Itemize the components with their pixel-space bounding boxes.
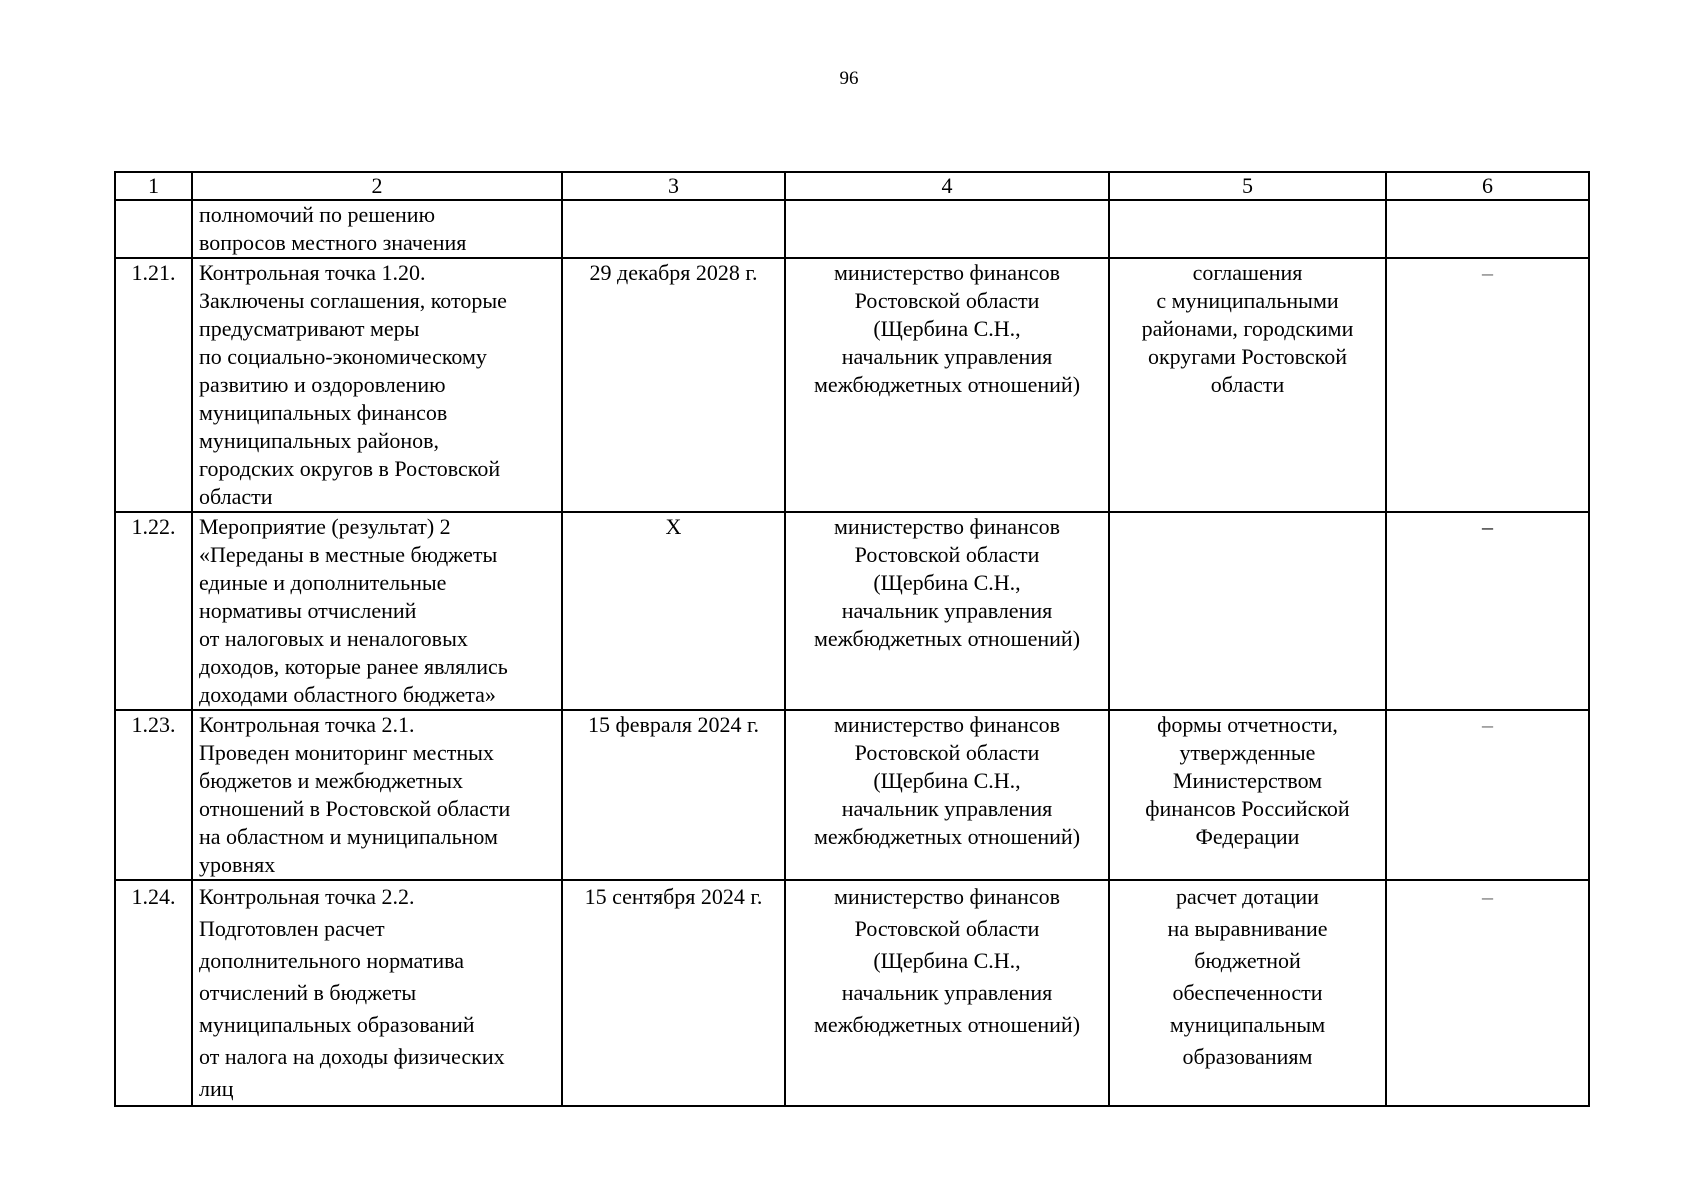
document-line: Федерации [1195, 824, 1300, 849]
responsible-line: министерство финансов [834, 712, 1060, 737]
row-note: – [1386, 258, 1589, 512]
row-name [192, 880, 562, 1106]
row-document [1109, 512, 1386, 710]
name-line: области [199, 484, 273, 509]
name-line: муниципальных финансов [199, 400, 448, 425]
name-line: по социально-экономическому [199, 344, 487, 369]
row-number: 1.23. [115, 710, 192, 880]
name-line: бюджетов и межбюджетных [199, 768, 464, 793]
responsible-line: Ростовской области [854, 916, 1040, 941]
document-line: соглашения [1192, 260, 1303, 285]
name-line: предусматривают меры [199, 316, 420, 341]
document-line: формы отчетности, [1157, 712, 1338, 737]
table-header-row [115, 172, 1589, 200]
name-line: доходами областного бюджета» [199, 682, 496, 707]
responsible-line: начальник управления [841, 980, 1053, 1005]
row-number: 1.24. [115, 880, 192, 1106]
row-responsible [785, 880, 1109, 1106]
name-line: Подготовлен расчет [199, 916, 385, 941]
table-row [115, 512, 1589, 710]
column-header: 2 [192, 172, 562, 200]
column-header: 6 [1386, 172, 1589, 200]
responsible-line: межбюджетных отношений) [813, 626, 1081, 651]
responsible-line: (Щербина С.Н., [873, 570, 1021, 595]
name-line: муниципальных районов, [199, 428, 440, 453]
document-line: расчет дотации [1176, 884, 1319, 909]
name-line: на областном и муниципальном [199, 824, 498, 849]
page-number: 96 [839, 68, 859, 89]
name-line: доходов, которые ранее являлись [199, 654, 508, 679]
row-document [1109, 710, 1386, 880]
name-line: Мероприятие (результат) 2 [199, 514, 451, 539]
document-line: Министерством [1172, 768, 1323, 793]
responsible-line: Ростовской области [854, 740, 1040, 765]
column-header: 3 [562, 172, 785, 200]
row-number: 1.21. [115, 258, 192, 512]
row-note: – [1386, 880, 1589, 1106]
row-responsible [785, 258, 1109, 512]
responsible-line: (Щербина С.Н., [873, 768, 1021, 793]
name-line: Контрольная точка 2.1. [199, 712, 415, 737]
responsible-line: (Щербина С.Н., [873, 948, 1021, 973]
responsible-line: Ростовской области [854, 542, 1040, 567]
table-row [115, 258, 1589, 512]
responsible-line: министерство финансов [834, 260, 1060, 285]
name-line: полномочий по решению [199, 202, 436, 227]
document-line: образованиям [1182, 1044, 1313, 1069]
row-name [192, 258, 562, 512]
row-responsible [785, 512, 1109, 710]
responsible-line: Ростовской области [854, 288, 1040, 313]
document-line: муниципальным [1169, 1012, 1326, 1037]
document-line: с муниципальными [1156, 288, 1339, 313]
document-line: на выравнивание [1167, 916, 1328, 941]
row-note: – [1386, 710, 1589, 880]
column-header: 5 [1109, 172, 1386, 200]
row-date: 29 декабря 2028 г. [562, 258, 785, 512]
name-line: Заключены соглашения, которые [199, 288, 507, 313]
row-name [192, 512, 562, 710]
document-line: округами Ростовской [1147, 344, 1348, 369]
row-note: – [1386, 512, 1589, 710]
name-line: лиц [199, 1076, 234, 1101]
responsible-line: межбюджетных отношений) [813, 824, 1081, 849]
control-points-table [114, 171, 1590, 1107]
name-line: развитию и оздоровлению [199, 372, 446, 397]
row-date: 15 февраля 2024 г. [562, 710, 785, 880]
row-number: 1.22. [115, 512, 192, 710]
row-document [1109, 200, 1386, 258]
table-row [115, 710, 1589, 880]
name-line: единые и дополнительные [199, 570, 447, 595]
document-line: финансов Российской [1145, 796, 1350, 821]
name-line: уровнях [199, 852, 276, 877]
row-document [1109, 258, 1386, 512]
responsible-line: министерство финансов [834, 514, 1060, 539]
name-line: вопросов местного значения [199, 230, 467, 255]
name-line: отношений в Ростовской области [199, 796, 511, 821]
row-date: 15 сентября 2024 г. [562, 880, 785, 1106]
row-name [192, 710, 562, 880]
responsible-line: начальник управления [841, 796, 1053, 821]
name-line: от налога на доходы физических [199, 1044, 505, 1069]
name-line: нормативы отчислений [199, 598, 417, 623]
table-row [115, 200, 1589, 258]
document-line: области [1210, 372, 1285, 397]
document-line: районами, городскими [1141, 316, 1354, 341]
responsible-line: министерство финансов [834, 884, 1060, 909]
row-note [1386, 200, 1589, 258]
responsible-line: (Щербина С.Н., [873, 316, 1021, 341]
row-responsible [785, 200, 1109, 258]
row-date: X [562, 512, 785, 710]
row-document [1109, 880, 1386, 1106]
responsible-line: межбюджетных отношений) [813, 1012, 1081, 1037]
name-line: городских округов в Ростовской [199, 456, 501, 481]
name-line: дополнительного норматива [199, 948, 464, 973]
table-row [115, 880, 1589, 1106]
column-header: 1 [115, 172, 192, 200]
name-line: «Переданы в местные бюджеты [199, 542, 498, 567]
name-line: Контрольная точка 1.20. [199, 260, 426, 285]
name-line: отчислений в бюджеты [199, 980, 417, 1005]
document-line: обеспеченности [1172, 980, 1323, 1005]
document-line: утвержденные [1179, 740, 1316, 765]
responsible-line: начальник управления [841, 598, 1053, 623]
document-line: бюджетной [1194, 948, 1301, 973]
name-line: муниципальных образований [199, 1012, 475, 1037]
responsible-line: начальник управления [841, 344, 1053, 369]
row-name [192, 200, 562, 258]
column-header: 4 [785, 172, 1109, 200]
name-line: от налоговых и неналоговых [199, 626, 468, 651]
row-number [115, 200, 192, 258]
responsible-line: межбюджетных отношений) [813, 372, 1081, 397]
row-date [562, 200, 785, 258]
name-line: Контрольная точка 2.2. [199, 884, 415, 909]
name-line: Проведен мониторинг местных [199, 740, 494, 765]
row-responsible [785, 710, 1109, 880]
